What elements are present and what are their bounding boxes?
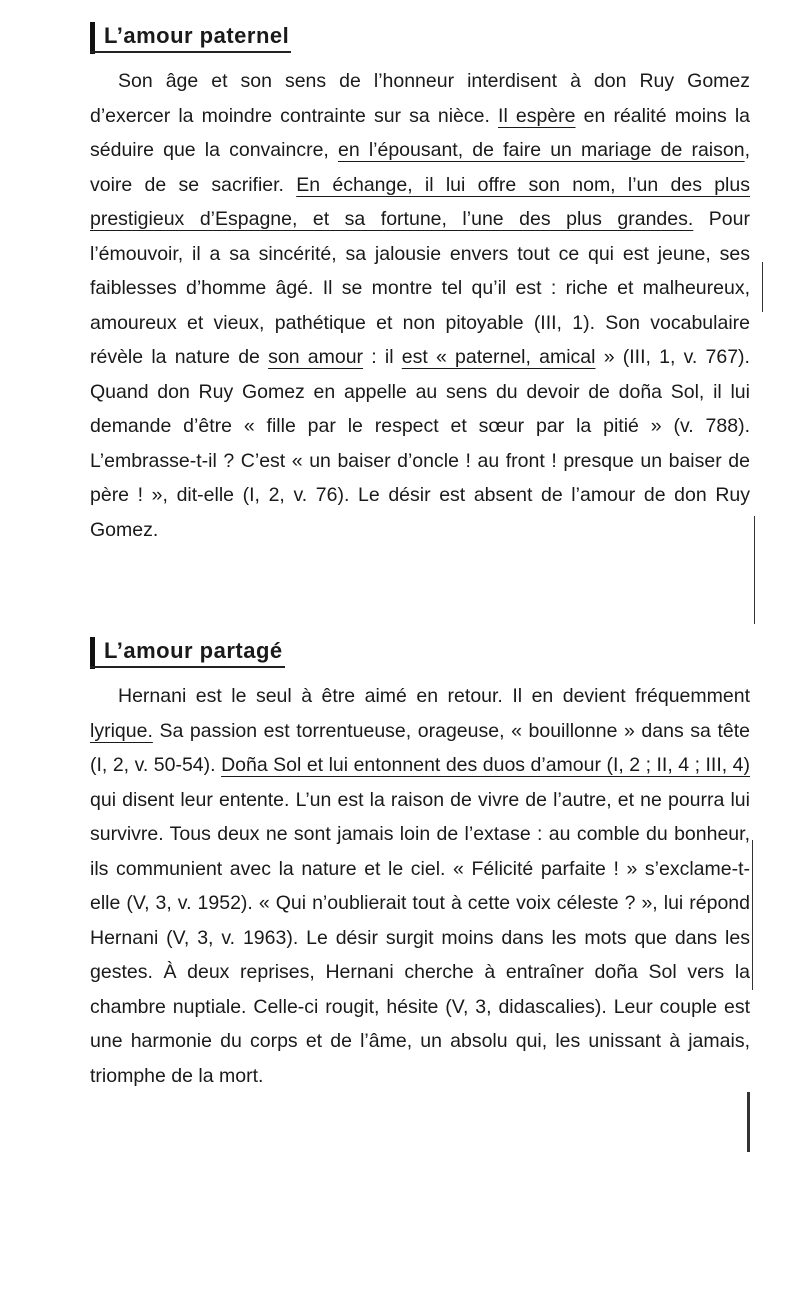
margin-line-mark — [752, 840, 753, 990]
heading-text: L’amour partagé — [104, 638, 283, 663]
underlined-text: lyrique. — [90, 719, 153, 742]
text-run: Son âge et son sens de l’honneur interdisent à don Ruy Gomez d’exercer la moindre contrainte sur sa nièce. — [90, 70, 750, 127]
section-heading — [90, 637, 283, 665]
margin-line-mark — [754, 516, 755, 624]
section-heading — [90, 22, 289, 50]
text-run: qui disent leur entente. L’un est la raison de vivre de l’autre, et ne pourra lui survivre. Tous deux ne sont jamais loin de l’extase : au comble du bonheur, ils communient avec la nature et le ciel. « Félicité parfaite ! » s’exclame-t-elle (V, 3, v. 1952). « Qui n’oublierait tout à cette voix céleste ? », lui répond Hernani (V, 3, v. 1963). Le désir surgit moins dans les mots que dans les gestes. À deux reprises, Hernani cherche à entraîner doña Sol vers la chambre nuptiale. Celle-ci rougit, hésite (V, 3, didascalies). Leur couple est une harmonie du corps et de l’âme, un absolu qui, les unissant à jamais, triomphe de la mort. — [90, 788, 750, 1087]
heading-rule — [90, 666, 285, 668]
margin-line-mark — [747, 1092, 750, 1152]
underlined-text: son amour — [268, 346, 364, 368]
heading-bar — [90, 637, 95, 669]
text-run: Sa passion est torrentueuse, orageuse, « bouillonne » dans sa tête (I, 2, v. 50-54). — [90, 719, 750, 776]
underlined-text: Il espère — [498, 104, 576, 127]
text-run: : il — [363, 346, 402, 368]
text-run: Pour l’émouvoir, il a sa sincérité, sa jalousie envers tout ce qui est jeune, ses faiblesses d’homme âgé. Il se montre tel qu’il est : riche et malheureux, amoureux et vieux, pathétique et non pitoyable (III, 1). Son vocabulaire révèle la nature de — [90, 208, 750, 368]
underlined-text: est « paternel, amical — [401, 346, 596, 368]
heading-text: L’amour paternel — [104, 23, 290, 48]
text-run: » (III, 1, v. 767). Quand don Ruy Gomez en appelle au sens du devoir de doña Sol, il lui demande d’être « fille par le respect et sœur par la pitié » (v. 788). L’embrasse-t-il ? C’est « un baiser d’oncle ! au front ! presque un baiser de père ! », dit-elle (I, 2, v. 76). Le désir est absent de l’amour de don Ruy Gomez. — [90, 346, 750, 541]
paragraph — [90, 64, 750, 547]
text-run: Hernani est le seul à être aimé en retour. Il en devient fréquemment — [118, 685, 750, 707]
text-run: , voire de se sacrifier. — [90, 139, 751, 196]
heading-rule — [90, 51, 291, 53]
heading-bar — [90, 22, 95, 54]
underlined-text: en l’épousant, de faire un mariage de raison — [337, 139, 745, 161]
margin-bracket-mark — [762, 262, 763, 312]
underlined-text: Doña Sol et lui entonnent des duos d’amour (I, 2 ; II, 4 ; III, 4) — [221, 754, 750, 776]
section-amour-partage — [90, 637, 750, 1093]
text-run: en réalité moins la séduire que la convaincre, — [90, 104, 751, 161]
paragraph — [90, 679, 750, 1093]
section-amour-paternel — [90, 22, 750, 547]
underlined-text: En échange, il lui offre son nom, l’un des plus prestigieux d’Espagne, et sa fortune, l’une des plus grandes. — [90, 173, 750, 230]
